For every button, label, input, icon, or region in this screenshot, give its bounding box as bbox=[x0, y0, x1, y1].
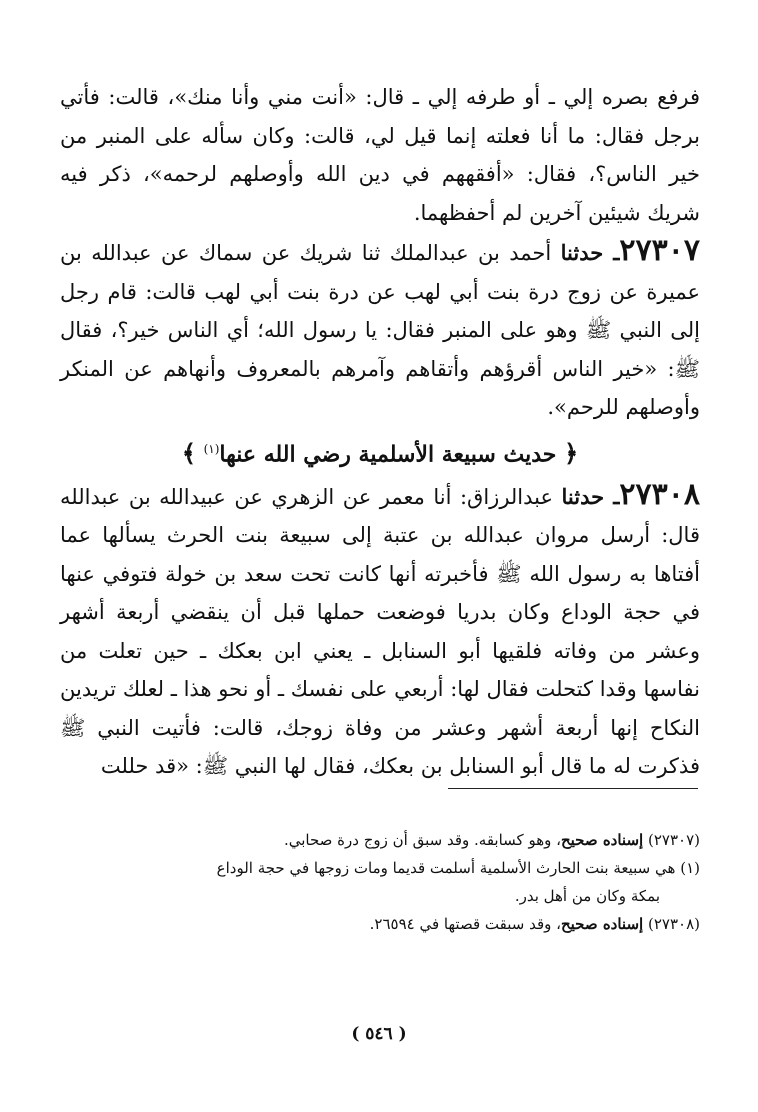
footnote-divider bbox=[448, 788, 698, 789]
footnote-27308-isnad: إسناده صحيح bbox=[560, 915, 644, 933]
footnote-27307 bbox=[60, 826, 700, 854]
footnote-1-continuation-text: بمكة وكان من أهل بدر. bbox=[514, 887, 660, 905]
main-text-body bbox=[60, 78, 700, 786]
page-number: ( ٥٤٦ ) bbox=[351, 1024, 407, 1044]
footnote-27308-text: ، وقد سبقت قصتها في ٢٦٥٩٤. bbox=[369, 915, 561, 933]
heading-close-bracket: ﴾ bbox=[181, 437, 196, 467]
hadith-27307-text: أحمد بن عبدالملك ثنا شريك عن سماك عن عبدالله بن عميرة عن زوج درة بنت أبي لهب عن درة بنت أبي لهب قالت: قام رجل إلى النبي ﷺ وهو على المنبر فقال: يا رسول الله؛ أي الناس خير؟، فقال ﷺ: «خير الناس أقرؤهم وأتقاهم وآمرهم بالمعروف وأنهاهم عن المنكر وأوصلهم للرحم». bbox=[60, 241, 700, 419]
footnote-27307-label: (٢٧٣٠٧) bbox=[647, 831, 700, 849]
hadith-27308-haddathana: ـ حدثنا bbox=[561, 483, 620, 509]
hadith-27308 bbox=[60, 476, 700, 786]
hadith-27307-haddathana: ـ حدثنا bbox=[560, 240, 620, 265]
heading-open-bracket: ﴿ bbox=[564, 437, 579, 467]
footnote-1-label: (١) bbox=[680, 859, 700, 877]
footnotes-section bbox=[60, 826, 700, 938]
heading-title: حديث سبيعة الأسلمية رضي الله عنها bbox=[219, 440, 557, 467]
footnote-27307-text: ، وهو كسابقه. وقد سبق أن زوج درة صحابي. bbox=[283, 831, 561, 849]
hadith-27308-number: ٢٧٣٠٨ bbox=[619, 476, 700, 512]
footnote-27308 bbox=[60, 910, 700, 938]
hadith-27306-continuation bbox=[60, 78, 700, 232]
footnote-1-text: هي سبيعة بنت الحارث الأسلمية أسلمت قديما ومات زوجها في حجة الوداع bbox=[216, 859, 676, 877]
footnote-1 bbox=[60, 854, 700, 882]
hadith-27308-text: عبدالرزاق: أنا معمر عن الزهري عن عبيدالله بن عبدالله قال: أرسل مروان عبدالله بن عتبة إلى سبيعة بنت الحرث يسألها عما أفتاها به رسول الله ﷺ فأخبرته أنها كانت تحت سعد بن خولة فتوفي عنها في حجة الوداع وكان بدريا فوضعت حملها قبل أن ينقضي أربعة أشهر وعشر من وفاته فلقيها أبو السنابل ـ يعني ابن بعكك ـ حين تعلت من نفاسها وقدا كتحلت فقال لها: أربعي على نفسك ـ أو نحو هذا ـ لعلك تريدين النكاح إنها أربعة أشهر وعشر من وفاة زوجك، قالت: فأتيت النبي ﷺ فذكرت له ما قال أبو السنابل بن بعكك، فقال لها النبي ﷺ: «قد حللت bbox=[60, 484, 700, 779]
hadith-27306-text: فرفع بصره إلي ـ أو طرفه إلي ـ قال: «أنت مني وأنا منك»، قالت: فأتي برجل فقال: ما أنا فعلته إنما قيل لي، قالت: وكان سأله على المنبر من خير الناس؟، فقال: «أفقههم في دين الله وأوصلهم لرحمه»، ذكر فيه شريك شيئين آخرين لم أحفظهما. bbox=[60, 85, 700, 225]
section-heading bbox=[60, 427, 700, 476]
footnote-27308-label: (٢٧٣٠٨) bbox=[647, 915, 700, 933]
footnote-1-continuation bbox=[60, 882, 700, 910]
heading-footnote-ref: (١) bbox=[203, 441, 220, 456]
footnote-27307-isnad: إسناده صحيح bbox=[560, 831, 644, 849]
hadith-27307 bbox=[60, 232, 700, 427]
hadith-27307-number: ٢٧٣٠٧ bbox=[619, 233, 700, 268]
